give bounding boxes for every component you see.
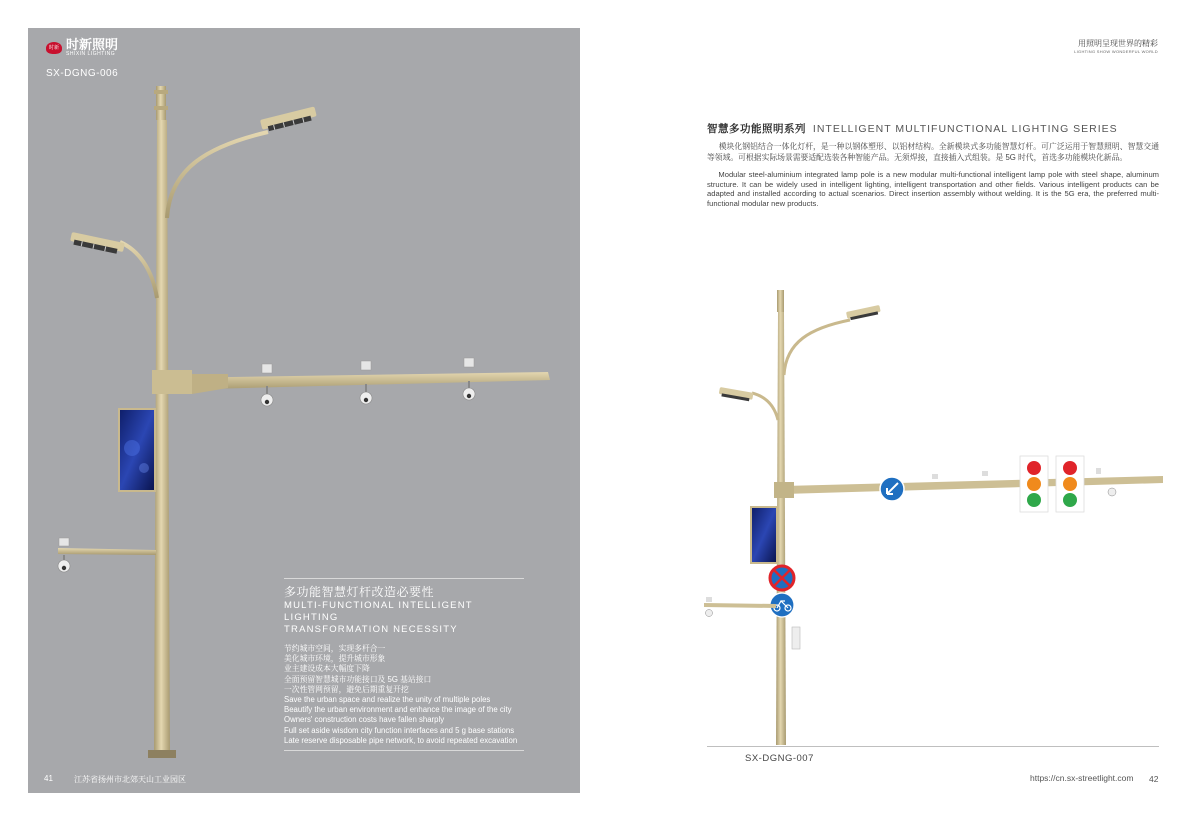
series-title: [707, 121, 1118, 136]
divider: [707, 746, 1159, 747]
list-item: 美化城市环境，提升城市形象: [284, 654, 386, 664]
list-item: 一次性管网预留，避免后期重复开挖: [284, 684, 409, 694]
cctv-camera-icon: [58, 538, 70, 572]
street-lamp-icon: [260, 106, 317, 132]
cctv-camera-icon: [982, 471, 988, 476]
lower-arm: [58, 548, 156, 555]
divider: [284, 578, 524, 579]
list-item: Late reserve disposable pipe network, to avoid repeated excavation: [284, 735, 518, 745]
feature-title-en: [284, 600, 524, 636]
list-item: Beautify the urban environment and enhance the image of the city: [284, 705, 512, 715]
street-lamp-icon: [718, 387, 753, 402]
page-number-left: 41: [44, 774, 53, 783]
feature-title-en-line2: TRANSFORMATION NECESSITY: [284, 624, 458, 635]
model-number-right: SX-DGNG-007: [745, 753, 814, 764]
road-sign-icon: [880, 477, 904, 501]
left-page: [28, 28, 580, 793]
no-stopping-sign-icon: [770, 566, 794, 590]
feature-title-en-line1: MULTI-FUNCTIONAL INTELLIGENT LIGHTING: [284, 600, 473, 623]
feature-list: [284, 644, 524, 746]
feature-title-cn: 多功能智慧灯杆改造必要性: [284, 585, 435, 599]
list-item: Full set aside wisdom city function interfaces and 5 g base stations: [284, 725, 515, 735]
led-screen-icon: [118, 408, 156, 492]
led-screen-icon: [750, 506, 778, 564]
brand-logo-icon: 时新: [46, 42, 62, 54]
top-antenna-module: [777, 290, 784, 312]
cross-arm: [784, 476, 1163, 494]
cctv-camera-icon: [932, 474, 938, 479]
slogan-cn: 用照明呈现世界的精彩: [1078, 39, 1158, 48]
brand-name-cn: 时新照明: [66, 37, 119, 52]
series-title-cn: 智慧多功能照明系列: [707, 123, 806, 135]
series-title-en: INTELLIGENT MULTIFUNCTIONAL LIGHTING SERIES: [812, 123, 1118, 135]
feature-box: [284, 578, 524, 751]
website-url[interactable]: https://cn.sx-streetlight.com: [1030, 773, 1134, 783]
traffic-light-icon: [1020, 456, 1048, 512]
smart-pole-illustration-right: [700, 280, 1170, 750]
list-item: 节约城市空间，实现多杆合一: [284, 644, 386, 653]
divider: [284, 750, 524, 751]
lower-arm: [704, 603, 776, 608]
control-box: [792, 627, 800, 649]
brand-name-en: SHIXIN LIGHTING: [66, 51, 116, 57]
list-item: Owners' construction costs have fallen sharply: [284, 715, 445, 725]
arm-bracket: [152, 370, 192, 394]
slogan-en: LIGHTING SHOW WONDERFUL WORLD: [1074, 49, 1158, 54]
address: 江苏省扬州市北郊天山工业园区: [74, 775, 186, 784]
description-cn: 模块化钢铝结合一体化灯杆，是一种以钢体塑形、以铝材结构。全新模块式多功能智慧灯杆。可广泛运用于智慧照明、智慧交通等领域。可根据实际场景需要适配选装各种智能产品。无须焊接，直接插入式组装。是 5G 时代，首选多功能模块化新品。: [707, 142, 1159, 162]
list-item: 全面预留智慧城市功能接口及 5G 基站接口: [284, 674, 432, 684]
traffic-light-icon: [1056, 456, 1084, 512]
street-lamp-icon: [70, 232, 125, 255]
pole-base: [148, 750, 176, 758]
list-item: 业主建设成本大幅度下降: [284, 664, 370, 674]
description-en: Modular steel-aluminium integrated lamp pole is a new modular multi-functional intelligent lamp pole with steel shape, aluminum structure. It can be widely used in intelligent lighting, intelligent transportation and other fields. Various intelligent products can be adapted and installed according to actual scenarios. Direct insertion assembly without welding. It is the 5G era, the preferred multi-functional modular new products.: [707, 170, 1159, 208]
model-number-left: SX-DGNG-006: [46, 68, 119, 79]
street-lamp-icon: [846, 305, 881, 321]
page-number-right: 42: [1149, 774, 1159, 784]
list-item: Save the urban space and realize the unity of multiple poles: [284, 695, 491, 705]
slogan: [1074, 38, 1158, 54]
